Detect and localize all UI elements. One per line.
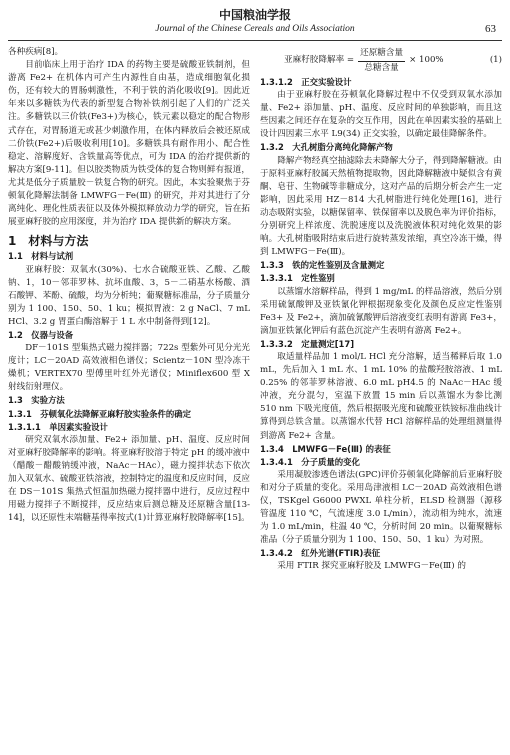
paragraph: 取适量样品加 1 mol/L HCl 充分溶解，适当稀释后取 1.0 mL，先后加入 1 mL 水、1 mL 10% 的盐酸羟胺溶液、1 mL 0.25% 的邻菲罗林溶液、6.0 mL pH4.5 的 NaAc－HAc 缓冲液，充分混匀，室温下放置 15 min 后以蒸馏水为参比测 510 nm 下吸光度值，然后根据吸光度和硫酸亚铁铵标准曲线计算得到总铁含量。以蒸馏水代替 HCl 溶解样品的处理组测量得到游离 Fe2+ 含量。	[260, 351, 502, 441]
paragraph: DF－101S 型集热式磁力搅拌器；722s 型紫外可见分光光度计；LC－20AD 高效液相色谱仪；Scientz－10N 型冷冻干燥机；VERTEX70 型傅里叶红外光谱仪；Miniflex600 型 X 射线衍射理仪。	[8, 343, 250, 393]
subsubsection-heading: 1.3.3.2 定量测定[17]	[260, 338, 355, 349]
equation-1	[260, 46, 502, 76]
fraction-denominator: 总糖含量	[364, 62, 399, 73]
subsection-heading: 1.3 实验方法	[8, 395, 65, 406]
subsubsection-heading: 1.3.4.2 红外光谱(FTIR)表征	[260, 548, 381, 559]
equation-fraction	[358, 47, 405, 74]
subsubsection-heading: 1.3.3.1 定性鉴别	[260, 273, 335, 284]
journal-title-cn: 中国粮油学报	[218, 8, 291, 22]
paragraph: 以蒸馏水溶解样品，得到 1 mg/mL 的样品溶液，然后分别采用硫氰酸钾及亚铁氰化钾根据现象变化及颜色反应定性鉴别 Fe3+ 及 Fe2+，滴加硫氰酸钾后溶液变红表明有游离 Fe3+，滴加亚铁氰化钾后有蓝色沉淀产生表明有游离 Fe2+。	[260, 286, 502, 336]
paragraph: 采用凝胶渗透色谱法(GPC)评价芬顿氧化降解前后亚麻籽胶和对分子质量的变化。采用岛津液相 LC－20AD 高效液相色谱仪，TSKgel G6000 PWXL 单柱分析，ELSD 检测器（源移管温度 110 ℃，气流速度 3.0 L/min），流动相为纯水，流速为 1.0 mL/min，柱温 40 ℃，分析时间 20 min。以葡聚糖标准品（分子质量分别为 1 100、150、50、1 ku）为对照。	[260, 469, 502, 546]
subsection-heading: 1.2 仪器与设备	[8, 329, 74, 340]
paragraph: 亚麻籽胶：双氧水(30%)、七水合硫酸亚铁、乙酸、乙酸钠、1，10－邻菲罗林、抗坏血酸、3，5－二硝基水杨酸、酒石酸钾、苯酚、硫酸，均为分析纯；葡聚糖标准品，分子质量分别为 1 100、150、50、1 ku；模拟胃液：2 g NaCl、7 mL HCl、3.2 g 胃蛋白酶溶解于 1 L 水中制备得到[12]。	[8, 264, 250, 327]
paragraph: 采用 FTIR 探究亚麻籽胶及 LMWFG－Fe(Ⅲ) 的	[277, 561, 466, 572]
fraction-numerator: 还原糖含量	[358, 47, 405, 61]
section-heading: 1 材料与方法	[8, 234, 89, 249]
subsubsection-heading: 1.3.1.2 正交实验设计	[260, 77, 352, 87]
subsubsection-heading: 1.3.3 铁的定性鉴别及含量测定	[260, 260, 385, 271]
right-column	[260, 46, 502, 751]
subsubsection-heading: 1.3.4 LMWFG－Fe(Ⅲ) 的表征	[260, 443, 391, 454]
paragraph: 由于亚麻籽胶在芬顿氧化降解过程中不仅受到双氧水添加量、Fe2+ 添加量、pH、温度、反应时间的单独影响，而且这些因素之间还存在复杂的交互作用，因此在单因素实验的基础上设计四因素三水平 L9(34) 正交实验，以确定最佳降解条件。	[260, 90, 502, 140]
subsection-heading: 1.1 材料与试剂	[8, 251, 74, 262]
subsubsection-heading: 1.3.1 芬顿氧化法降解亚麻籽胶实验条件的确定	[8, 408, 191, 419]
subsubsection-heading: 1.3.4.1 分子质量的变化	[260, 456, 360, 467]
paragraph: 各种疾病[8]。	[8, 47, 64, 57]
paragraph: 降解产物经真空抽滤除去未降解大分子，得到降解糖液。由于原料亚麻籽胶属天然植物提取物，因此降解糖液中疑似含有黄酮、皂苷、生物碱等非糖成分，这对产品的后期分析会产生一定影响，因此采用 HZ－814 大孔树脂进行纯化处理[16]，进行动态吸附实验，以糖保留率、铁保留率以及脱色率为评价指标，分别研究上样浓度、洗脱速度以及洗脱液体积对纯化效果的影响。大孔树脂吸附结束后进行旋转蒸发浓缩，真空冷冻干燥，得到 LMWFG－Fe(Ⅲ)。	[260, 155, 502, 258]
subsubsection-heading: 1.3.1.1 单因素实验设计	[8, 421, 108, 432]
paragraph: 研究双氧水添加量、Fe2+ 添加量、pH、温度、反应时间对亚麻籽胶降解率的影响。将亚麻籽胶溶于特定 pH 的缓冲液中（醋酸－醋酸钠缓冲液，NaAc－HAc），磁力搅拌状态下依次加入双氧水、硫酸亚铁溶液，控制特定的温度和反应时间，反应在 DS－101S 集热式恒温加热磁力搅拌器中进行，反应过程中用磁力搅拌子不断搅拌，反应结束后测总糖及还原糖含量[13-14]，以还原性末端糖基得率按式(1)计算亚麻籽胶降解率[15]。	[8, 434, 250, 524]
paragraph: 目前临床上用于治疗 IDA 的药物主要是硫酸亚铁制剂，但游离 Fe2+ 在机体内可产生内源性自由基，造成细胞氧化损伤，还有较大的胃肠刺激性，不利于铁的消化吸收[9]。因此近年来以多糖铁为代表的新型复合物补铁剂引起了人们的广泛关注。多糖铁以三价铁(Fe3+)为核心，铁元素以稳定的配合物形式存在，对胃肠道无或甚少刺激作用，在体内释放后会被还原成二价铁(Fe2+)后吸收利用[10]。多糖铁具有耐作用小、配合性稳定、溶解度好、含铁量高等优点，可为 IDA 的治疗提供新的解决方案[9-11]。但以胶类物质为铁受体的复合物则鲜有报道，尤其是低分子质量胶－铁复合物的研究。因此，本实验聚焦于芬顿氧化降解法制备 LMWFG－Fe(Ⅲ) 的研究，并对其进行了分离纯化、理化性质表征以及体外模拟释放动力学的研究，旨在拓展亚麻籽胶的应用深度，并为治疗 IDA 提供新的解决方案。	[8, 60, 250, 228]
subsubsection-heading: 1.3.2 大孔树脂分离纯化降解产物	[260, 142, 393, 153]
header-rule	[8, 40, 502, 41]
equation-multiplier: × 100%	[409, 55, 444, 66]
equation-number: (1)	[489, 55, 502, 66]
equation-lhs: 亚麻籽胶降解率 =	[284, 55, 355, 66]
page-number: 63	[485, 23, 496, 35]
journal-title-en: Journal of the Chinese Cereals and Oils Association	[155, 24, 355, 34]
left-column	[8, 46, 250, 751]
